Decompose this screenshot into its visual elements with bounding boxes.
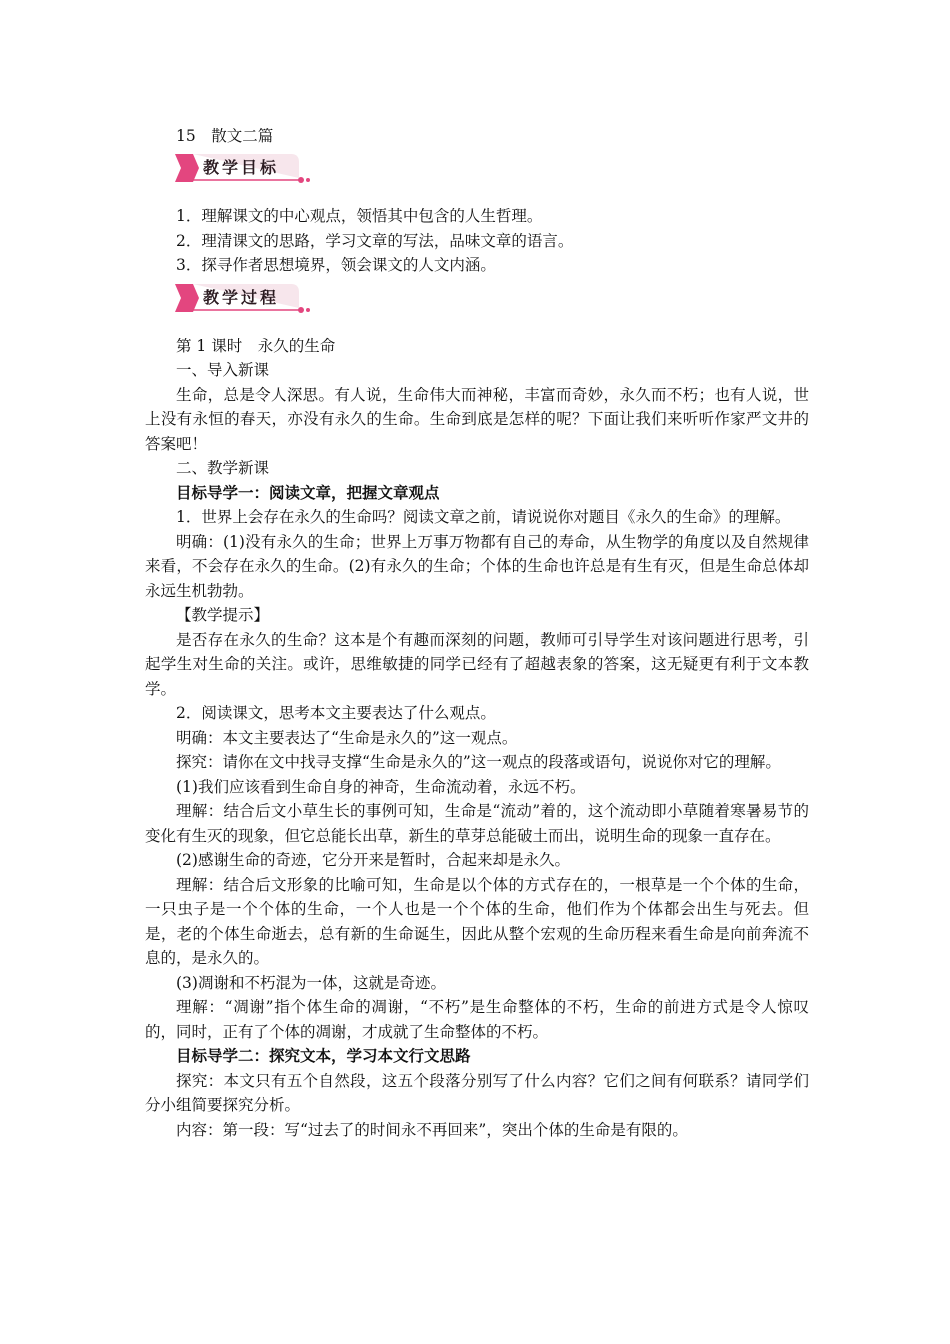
banner-process-text: 教学过程: [203, 287, 280, 307]
understanding-paragraph: 理解：“凋谢”指个体生命的凋谢，“不朽”是生命整体的不朽，生命的前进方式是令人惊叹的，同时，正有了个体的凋谢，才成就了生命整体的不朽。: [145, 998, 809, 1041]
answer-paragraph: 明确：(1)没有永久的生命；世界上万事万物都有自己的寿命，从生物学的角度以及自然规律来看，不会存在永久的生命。(2)有永久的生命；个体的生命也许总是有生有灭，但是生命总体却永远生机勃勃。: [145, 532, 809, 600]
objective-item: 1．理解课文的中心观点，领悟其中包含的人生哲理。: [176, 207, 543, 225]
answer-paragraph: 明确：本文主要表达了“生命是永久的”这一观点。: [176, 728, 518, 747]
section-heading: 一、导入新课: [176, 361, 270, 379]
goal-heading: 目标导学二：探究文本，学习本文行文思路: [176, 1046, 471, 1065]
understanding-paragraph: 理解：结合后文小草生长的事例可知，生命是“流动”着的，这个流动即小草随着寒暑易节的变化有生灭的现象，但它总能长出草，新生的草芽总能破土而出，说明生命的现象一直存在。: [145, 802, 809, 845]
intro-paragraph: 生命，总是令人深思。有人说，生命伟大而神秘，丰富而奇妙，永久而不朽；也有人说，世上没有永恒的春天，亦没有永久的生命。生命到底是怎样的呢？下面让我们来听听作家严文井的答案吧！: [145, 385, 809, 453]
tip-paragraph: 是否存在永久的生命？这本是个有趣而深刻的问题，教师可引导学生对该问题进行思考，引起学生对生命的关注。或许，思维敏捷的同学已经有了超越表象的答案，这无疑更有利于文本教学。: [145, 630, 809, 698]
objective-item: 2．理清课文的思路，学习文章的写法，品味文章的语言。: [176, 231, 574, 250]
question-paragraph: 1．世界上会存在永久的生命吗？阅读文章之前，请说说你对题目《永久的生命》的理解。: [176, 508, 791, 526]
explore-paragraph: 探究：本文只有五个自然段，这五个段落分别写了什么内容？它们之间有何联系？请同学们分小组简要探究分析。: [145, 1071, 809, 1114]
banner-process: [173, 280, 809, 318]
content-paragraph: 内容：第一段：写“过去了的时间永不再回来”，突出个体的生命是有限的。: [176, 1120, 688, 1139]
point-paragraph: (1)我们应该看到生命自身的神奇，生命流动着，永远不朽。: [176, 777, 586, 796]
lesson-heading: 15 散文二篇: [176, 127, 274, 145]
question-paragraph: 2．阅读课文，思考本文主要表达了什么观点。: [176, 704, 496, 722]
point-paragraph: (3)凋谢和不朽混为一体，这就是奇迹。: [176, 973, 446, 992]
goal-heading: 目标导学一：阅读文章，把握文章观点: [176, 482, 440, 502]
point-paragraph: (2)感谢生命的奇迹，它分开来是暂时，合起来却是永久。: [176, 851, 570, 869]
section-heading: 二、教学新课: [176, 459, 270, 477]
banner-objectives-text: 教学目标: [203, 158, 280, 177]
class-title: 第 1 课时 永久的生命: [176, 336, 336, 355]
objective-item: 3．探寻作者思想境界，领会课文的人文内涵。: [176, 256, 496, 274]
tip-label: 【教学提示】: [176, 606, 270, 624]
understanding-paragraph: 理解：结合后文形象的比喻可知，生命是以个体的方式存在的，一根草是一个个体的生命，一只虫子是一个个体的生命，一个人也是一个个体的生命，他们作为个体都会出生与死去。但是，老的个体生命逝去，总有新的生命诞生，因此从整个宏观的生命历程来看生命是向前奔流不息的，是永久的。: [145, 875, 809, 967]
explore-paragraph: 探究：请你在文中找寻支撑“生命是永久的”这一观点的段落或语句，说说你对它的理解。: [176, 753, 781, 771]
document-page: [145, 124, 809, 1142]
banner-objectives: [173, 150, 809, 188]
